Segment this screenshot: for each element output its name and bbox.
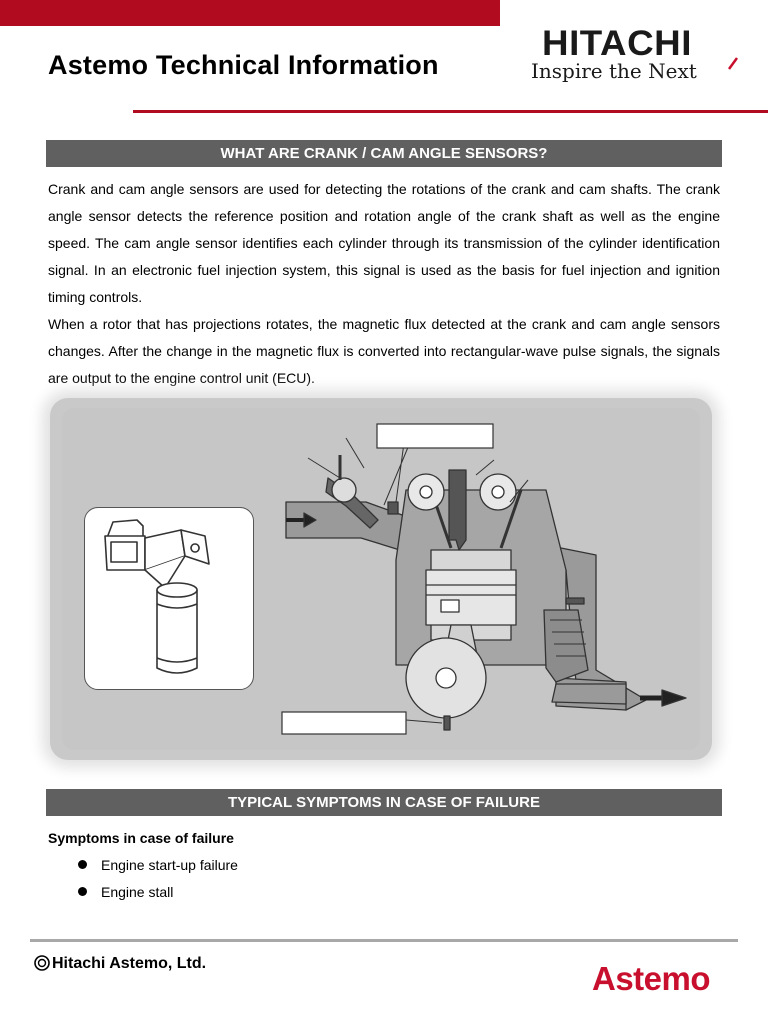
footer-company: [34, 955, 206, 973]
tagline-accent-icon: [727, 56, 739, 70]
intro-paragraph: Crank and cam angle sensors are used for detecting the rotations of the crank and cam shafts. The crank angle sensor detects the reference position and rotation angle of the crank shaft as well as the engine speed. The cam angle sensor identifies each cylinder through its transmission of the cylinder identification signal. In an electronic fuel injection system, this signal is used as the basis for fuel injection and ignition timing controls.: [48, 181, 720, 305]
header-divider: [133, 110, 768, 113]
list-item: Engine stall: [78, 884, 173, 900]
crank-sensor-icon: [85, 508, 253, 689]
section-heading-sensors: WHAT ARE CRANK / CAM ANGLE SENSORS?: [46, 140, 722, 167]
list-item: Engine start-up failure: [78, 857, 238, 873]
brand-tagline: Inspire the Next: [531, 59, 697, 83]
hitachi-logo: [528, 24, 742, 84]
document-title: Astemo Technical Information: [48, 50, 439, 80]
brand-name: HITACHI: [542, 24, 692, 63]
section-heading-symptoms: TYPICAL SYMPTOMS IN CASE OF FAILURE: [46, 789, 722, 816]
engine-cross-section-diagram: [266, 420, 696, 750]
footer-divider: [30, 939, 738, 942]
astemo-logo: Astemo: [592, 960, 711, 997]
bullet-icon: [78, 887, 87, 896]
crank-sensor-label-box: [282, 712, 406, 734]
sensor-illustration: [84, 507, 254, 690]
flux-paragraph: When a rotor that has projections rotates, the magnetic flux detected at the crank and cam angle sensors changes. After the change in the magnetic flux is converted into rectangular-wave pulse signals, the signals are output to the engine control unit (ECU).: [48, 316, 720, 386]
bullet-icon: [78, 860, 87, 869]
top-red-bar: [0, 0, 500, 26]
company-name: Hitachi Astemo, Ltd.: [52, 955, 207, 972]
cam-sensor-label-box: [377, 424, 493, 448]
hitachi-emblem-icon: [34, 955, 50, 971]
symptoms-subheading: Symptoms in case of failure: [48, 830, 234, 846]
